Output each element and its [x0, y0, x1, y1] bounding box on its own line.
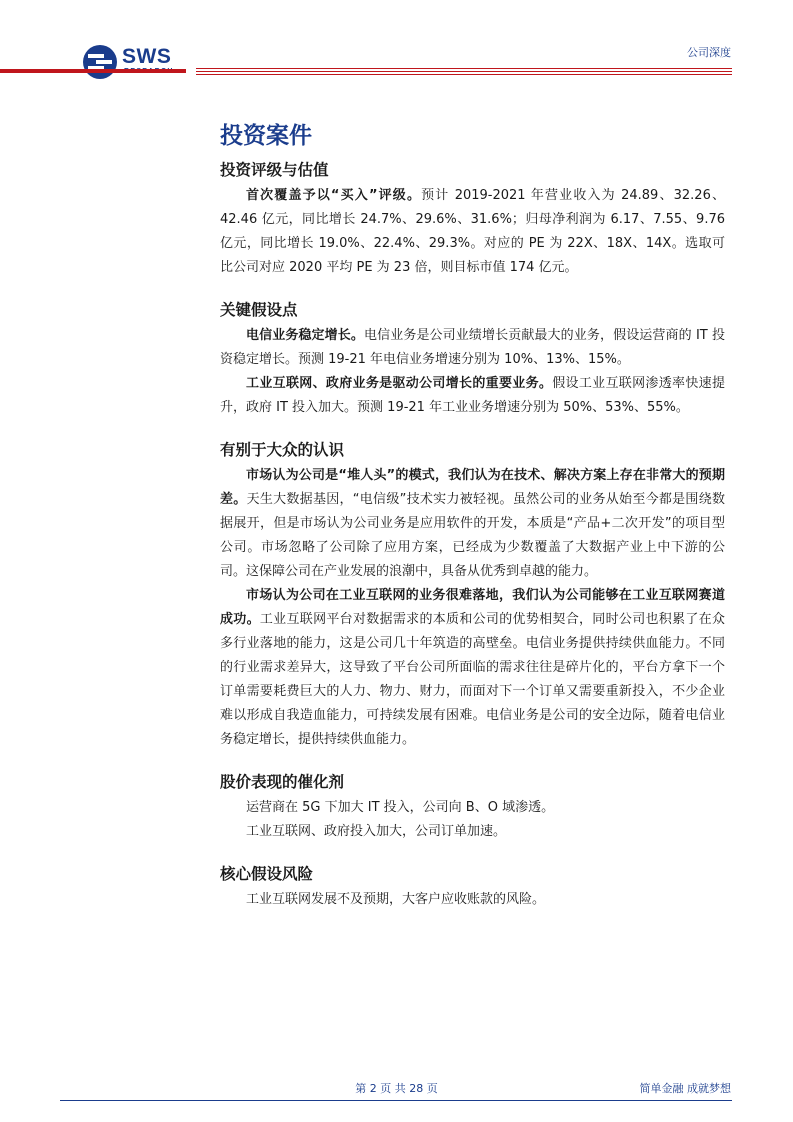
header-rule-right: [196, 67, 732, 75]
paragraph: [220, 584, 725, 752]
page-title: 投资案件: [220, 123, 312, 149]
paragraph-lead: 电信业务稳定增长。: [246, 328, 364, 343]
paragraph-body: 运营商在 5G 下加大 IT 投入，公司向 B、O 域渗透。: [246, 800, 555, 815]
paragraph: [220, 324, 725, 372]
page-number: 第 2 页 共 28 页: [355, 1082, 438, 1095]
section-heading: 核心假设风险: [220, 865, 314, 883]
paragraph-body: 工业互联网平台对数据需求的本质和公司的优势相契合，同时公司也积累了在众多行业落地的能力，这是公司几十年筑造的高壁垒。电信业务提供持续供血能力。不同的行业需求差异大，这导致了平台公司所面临的需求往往是碎片化的，平台方拿下一个订单需要耗费巨大的人力、物力、财力，而面对下一个订单又需要重新投入，不少企业难以形成自我造血能力，可持续发展有困难。电信业务是公司的安全边际，随着电信业务稳定增长，提供持续供血能力。: [220, 612, 725, 747]
paragraph-body: 工业互联网发展不及预期，大客户应收账款的风险。: [246, 892, 546, 907]
header-rule-left: [0, 69, 186, 73]
logo-text: SWS: [122, 45, 172, 68]
paragraph-lead: 市场认为公司是“堆人头”的模式，我们认为在技术、解决方案上存在非常大的预期差。: [220, 468, 725, 507]
paragraph: [220, 372, 725, 420]
paragraph: [220, 464, 725, 584]
footer-rule: [60, 1100, 732, 1101]
section-tag: 公司深度: [687, 46, 731, 59]
paragraph: [220, 796, 725, 820]
section-heading: 关键假设点: [220, 301, 298, 319]
paragraph-lead: 首次覆盖予以“买入”评级。: [246, 188, 422, 203]
main-content: [220, 118, 725, 912]
paragraph-lead: 工业互联网、政府业务是驱动公司增长的重要业务。: [246, 376, 553, 391]
paragraph-lead: 市场认为公司在工业互联网的业务很难落地，我们认为公司能够在工业互联网赛道成功。: [220, 588, 725, 627]
footer-slogan: 简单金融 成就梦想: [639, 1082, 731, 1095]
company-logo: [82, 44, 182, 84]
section-heading: 股价表现的催化剂: [220, 773, 345, 791]
paragraph-body: 工业互联网、政府投入加大，公司订单加速。: [246, 824, 507, 839]
paragraph-body: 电信业务是公司业绩增长贡献最大的业务，假设运营商的 IT 投资稳定增长。预测 19-21 年电信业务增速分别为 10%、13%、15%。: [220, 328, 725, 367]
section-heading: 投资评级与估值: [220, 161, 329, 179]
paragraph-body: 假设工业互联网渗透率快速提升，政府 IT 投入加大。预测 19-21 年工业业务增速分别为 50%、53%、55%。: [220, 376, 725, 415]
sws-logo-icon: [82, 44, 118, 80]
section-heading: 有别于大众的认识: [220, 441, 345, 459]
paragraph-body: 天生大数据基因，“电信级”技术实力被轻视。虽然公司的业务从始至今都是围绕数据展开，但是市场认为公司业务是应用软件的开发，本质是“产品+二次开发”的项目型公司。市场忽略了公司除了应用方案，已经成为少数覆盖了大数据产业上中下游的公司。这保障公司在产业发展的浪潮中，具备从优秀到卓越的能力。: [220, 492, 725, 579]
paragraph: [220, 888, 725, 912]
paragraph: [220, 184, 725, 280]
paragraph: [220, 820, 725, 844]
paragraph-body: 预计 2019-2021 年营业收入为 24.89、32.26、42.46 亿元，同比增长 24.7%、29.6%、31.6%；归母净利润为 6.17、7.55、9.76 亿元，同比增长 19.0%、22.4%、29.3%。对应的 PE 为 22X、18X、14X。选取可比公司对应 2020 平均 PE 为 23 倍，则目标市值 174 亿元。: [220, 188, 725, 275]
